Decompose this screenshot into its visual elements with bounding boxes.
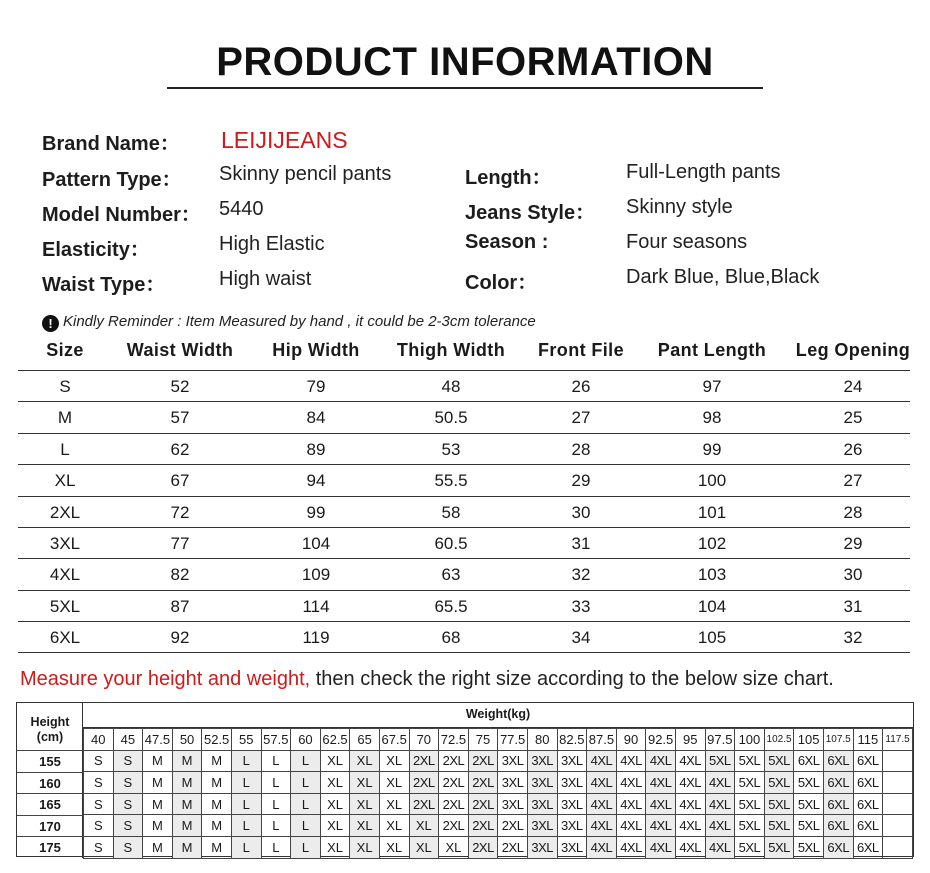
title-underline: [167, 87, 763, 89]
size-cell: 3XL: [527, 815, 557, 837]
size-cell: M: [202, 772, 232, 794]
cell-size: 6XL: [49, 628, 81, 648]
cell-leg-opening: 31: [843, 596, 863, 616]
cell-size: 2XL: [49, 502, 81, 522]
size-cell: 2XL: [498, 836, 528, 858]
size-cell: 2XL: [498, 815, 528, 837]
measurement-row: [18, 496, 910, 527]
size-cell: 6XL: [823, 815, 853, 837]
size-cell: XL: [350, 750, 380, 772]
cell-pant-length: 100: [697, 471, 727, 491]
size-cell: 4XL: [675, 793, 705, 815]
season-value: Four seasons: [626, 231, 748, 253]
size-cell: 4XL: [587, 793, 617, 815]
measurement-row: [18, 401, 910, 432]
size-cell: 3XL: [557, 750, 587, 772]
size-cell: XL: [320, 772, 350, 794]
cell-thigh-width: 60.5: [434, 533, 468, 553]
cell-leg-opening: 25: [843, 408, 863, 428]
cell-size: S: [59, 377, 71, 396]
size-cell: 3XL: [498, 793, 528, 815]
size-cell: 3XL: [498, 772, 528, 794]
height-header: [17, 703, 83, 858]
size-cell: L: [231, 836, 261, 858]
elasticity-label: Elasticity：: [42, 239, 150, 261]
measurement-row: [18, 558, 910, 589]
height-column: [17, 750, 83, 858]
size-cell: 4XL: [705, 815, 735, 837]
size-cell: 2XL: [409, 793, 439, 815]
size-cell: 3XL: [527, 772, 557, 794]
cell-leg-opening: 29: [843, 533, 863, 553]
size-cell: [883, 815, 913, 837]
weight-cell: 57.5: [261, 729, 291, 751]
cell-waist-width: 77: [170, 533, 190, 553]
header-front-file: Front File: [538, 340, 624, 360]
size-cell: M: [143, 793, 173, 815]
size-row: [84, 750, 913, 772]
size-cell: 6XL: [823, 750, 853, 772]
size-cell: M: [202, 750, 232, 772]
size-cell: 2XL: [439, 793, 469, 815]
size-cell: M: [172, 750, 202, 772]
page-title: PRODUCT INFORMATION: [216, 40, 714, 84]
size-cell: M: [172, 815, 202, 837]
size-cell: 4XL: [646, 750, 676, 772]
size-cell: L: [261, 815, 291, 837]
size-cell: 3XL: [557, 793, 587, 815]
weight-cell: 60: [291, 729, 321, 751]
header-leg-opening: Leg Opening: [795, 340, 911, 360]
cell-front-file: 29: [571, 471, 591, 491]
model-number-label: Model Number：: [42, 204, 201, 226]
waist-type-value: High waist: [219, 268, 312, 290]
cell-pant-length: 105: [697, 628, 727, 648]
size-cell: 4XL: [675, 836, 705, 858]
cell-leg-opening: 28: [843, 502, 863, 522]
size-cell: 4XL: [616, 815, 646, 837]
size-cell: S: [113, 815, 143, 837]
model-number-value: 5440: [219, 198, 264, 220]
size-cell: 2XL: [409, 750, 439, 772]
size-cell: 2XL: [439, 750, 469, 772]
size-cell: 2XL: [468, 793, 498, 815]
cell-thigh-width: 55.5: [434, 471, 468, 491]
size-cell: 6XL: [853, 750, 883, 772]
size-cell: [883, 836, 913, 858]
size-cell: S: [84, 750, 114, 772]
elasticity-value: High Elastic: [219, 233, 325, 255]
size-cell: 6XL: [794, 750, 824, 772]
weight-cell: 40: [84, 729, 114, 751]
cell-thigh-width: 53: [441, 439, 461, 459]
height-header-unit: (cm): [36, 730, 64, 744]
header-hip-width: Hip Width: [272, 340, 360, 360]
size-cell: XL: [379, 793, 409, 815]
size-cell: 4XL: [646, 772, 676, 794]
size-cell: XL: [409, 815, 439, 837]
size-cell: M: [172, 772, 202, 794]
exclamation-icon: !: [42, 315, 59, 332]
size-cell: L: [291, 750, 321, 772]
size-cell: 4XL: [587, 772, 617, 794]
cell-thigh-width: 68: [441, 628, 461, 648]
size-cell: XL: [379, 772, 409, 794]
cell-waist-width: 67: [170, 471, 190, 491]
size-cell: XL: [379, 815, 409, 837]
height-cell: 160: [17, 772, 83, 794]
size-cell: 5XL: [735, 836, 765, 858]
jeans-style-label: Jeans Style：: [465, 202, 596, 224]
height-cell: 170: [17, 815, 83, 837]
cell-hip-width: 89: [306, 439, 326, 459]
size-cell: L: [261, 836, 291, 858]
measure-note: [20, 668, 834, 691]
size-cell: L: [291, 815, 321, 837]
size-cell: L: [261, 750, 291, 772]
size-cell: 5XL: [735, 750, 765, 772]
size-cell: XL: [379, 750, 409, 772]
size-cell: XL: [350, 772, 380, 794]
size-cell: L: [231, 793, 261, 815]
header-waist-width: Waist Width: [126, 340, 234, 360]
cell-hip-width: 109: [301, 565, 331, 585]
cell-size: 4XL: [49, 565, 81, 585]
size-cell: S: [113, 772, 143, 794]
size-cell: S: [113, 750, 143, 772]
weight-cell: 102.5: [764, 729, 794, 751]
size-cell: 4XL: [705, 772, 735, 794]
header-size: Size: [46, 340, 84, 360]
size-cell: 5XL: [764, 793, 794, 815]
reminder-text: Item Measured by hand , it could be 2-3cm tolerance: [185, 313, 536, 330]
weight-cell: 62.5: [320, 729, 350, 751]
size-cell: L: [231, 815, 261, 837]
size-cell: S: [84, 793, 114, 815]
cell-pant-length: 101: [697, 502, 727, 522]
size-cell: 4XL: [705, 793, 735, 815]
measurement-row: [18, 433, 910, 464]
size-grid: [83, 728, 913, 859]
cell-front-file: 34: [571, 628, 591, 648]
size-cell: 2XL: [439, 815, 469, 837]
size-cell: 4XL: [587, 815, 617, 837]
measurement-row: [18, 464, 910, 495]
cell-waist-width: 52: [170, 377, 190, 396]
size-cell: M: [172, 793, 202, 815]
measurement-row: [18, 527, 910, 558]
height-header-label: Height: [30, 715, 70, 729]
size-cell: XL: [439, 836, 469, 858]
measurement-row: [18, 590, 910, 621]
weight-cell: 77.5: [498, 729, 528, 751]
size-cell: 4XL: [616, 772, 646, 794]
size-cell: L: [291, 772, 321, 794]
size-cell: 5XL: [794, 772, 824, 794]
measurement-header-row: [18, 340, 910, 370]
size-cell: M: [143, 815, 173, 837]
size-cell: 2XL: [409, 772, 439, 794]
size-row: [84, 815, 913, 837]
size-cell: XL: [320, 750, 350, 772]
measurement-row: [18, 621, 910, 652]
height-cell: 155: [17, 750, 83, 772]
color-label: Color：: [465, 272, 538, 294]
size-cell: L: [291, 793, 321, 815]
size-cell: 4XL: [587, 836, 617, 858]
weight-cell: 80: [527, 729, 557, 751]
color-value: Dark Blue, Blue,Black: [626, 266, 820, 288]
size-cell: 6XL: [853, 836, 883, 858]
size-chart: [16, 702, 914, 857]
size-cell: 4XL: [646, 815, 676, 837]
cell-front-file: 30: [571, 502, 591, 522]
cell-size: L: [60, 439, 70, 459]
weight-cell: 92.5: [646, 729, 676, 751]
measure-note-highlight: Measure your height and weight,: [20, 668, 311, 690]
cell-front-file: 32: [571, 565, 591, 585]
header-pant-length: Pant Length: [657, 340, 767, 360]
weight-cell: 105: [794, 729, 824, 751]
cell-waist-width: 57: [170, 408, 190, 428]
size-cell: M: [202, 815, 232, 837]
cell-front-file: 26: [571, 377, 591, 396]
size-cell: [883, 793, 913, 815]
cell-waist-width: 82: [170, 565, 190, 585]
size-cell: 4XL: [675, 815, 705, 837]
size-cell: S: [84, 772, 114, 794]
brand-name-value: LEIJIJEANS: [221, 127, 348, 153]
weight-cell: 90: [616, 729, 646, 751]
size-cell: 4XL: [646, 836, 676, 858]
size-cell: 2XL: [468, 836, 498, 858]
weight-cell: 95: [675, 729, 705, 751]
size-cell: 5XL: [794, 815, 824, 837]
weight-cell: 72.5: [439, 729, 469, 751]
size-row: [84, 793, 913, 815]
weight-cell: 82.5: [557, 729, 587, 751]
weight-cell: 47.5: [143, 729, 173, 751]
cell-pant-length: 98: [702, 408, 722, 428]
size-cell: 3XL: [527, 793, 557, 815]
size-cell: XL: [320, 836, 350, 858]
size-cell: M: [172, 836, 202, 858]
size-cell: 5XL: [794, 836, 824, 858]
length-label: Length：: [465, 167, 552, 189]
weight-cell: 50: [172, 729, 202, 751]
size-cell: 3XL: [557, 836, 587, 858]
cell-pant-length: 104: [697, 596, 727, 616]
size-cell: 5XL: [764, 836, 794, 858]
size-cell: 2XL: [439, 772, 469, 794]
size-cell: L: [231, 772, 261, 794]
size-cell: [883, 772, 913, 794]
size-cell: M: [202, 836, 232, 858]
measure-note-rest: then check the right size according to the below size chart.: [310, 668, 834, 690]
cell-thigh-width: 50.5: [434, 408, 468, 428]
size-cell: 6XL: [823, 793, 853, 815]
size-cell: 5XL: [735, 772, 765, 794]
size-cell: XL: [320, 815, 350, 837]
size-cell: 4XL: [646, 793, 676, 815]
size-row: [84, 772, 913, 794]
cell-pant-length: 97: [702, 377, 722, 396]
measurement-body: [18, 370, 910, 653]
size-cell: 3XL: [527, 750, 557, 772]
size-cell: S: [84, 815, 114, 837]
weight-cell: 115: [853, 729, 883, 751]
size-cell: M: [143, 772, 173, 794]
brand-name-label: Brand Name：: [42, 133, 180, 155]
cell-hip-width: 99: [306, 502, 326, 522]
size-cell: 6XL: [853, 815, 883, 837]
cell-hip-width: 84: [306, 408, 326, 428]
size-cell: 3XL: [527, 836, 557, 858]
size-cell: 5XL: [705, 750, 735, 772]
cell-leg-opening: 27: [843, 471, 863, 491]
size-cell: XL: [350, 815, 380, 837]
cell-thigh-width: 65.5: [434, 596, 468, 616]
waist-type-label: Waist Type：: [42, 274, 166, 296]
height-cell: 175: [17, 836, 83, 858]
weight-cell: 117.5: [883, 729, 913, 751]
cell-leg-opening: 26: [843, 439, 863, 459]
cell-front-file: 27: [571, 408, 591, 428]
size-cell: 6XL: [823, 772, 853, 794]
cell-front-file: 33: [571, 596, 591, 616]
weight-cell: 100: [735, 729, 765, 751]
cell-waist-width: 72: [170, 502, 190, 522]
size-cell: 4XL: [616, 750, 646, 772]
size-cell: 4XL: [616, 836, 646, 858]
size-cell: 6XL: [823, 836, 853, 858]
size-cell: 5XL: [764, 772, 794, 794]
size-row: [84, 836, 913, 858]
size-cell: 3XL: [498, 750, 528, 772]
weight-cell: 70: [409, 729, 439, 751]
size-cell: 6XL: [853, 772, 883, 794]
cell-thigh-width: 58: [441, 502, 461, 522]
weight-cell: 45: [113, 729, 143, 751]
measurement-table: [18, 340, 910, 653]
weight-cell: 75: [468, 729, 498, 751]
size-cell: XL: [350, 836, 380, 858]
size-cell: M: [143, 750, 173, 772]
header-thigh-width: Thigh Width: [396, 340, 506, 360]
cell-hip-width: 94: [306, 471, 326, 491]
pattern-type-value: Skinny pencil pants: [219, 163, 392, 185]
pattern-type-label: Pattern Type：: [42, 169, 182, 191]
cell-size: M: [57, 408, 73, 428]
size-cell: 2XL: [468, 750, 498, 772]
cell-size: XL: [54, 471, 76, 491]
size-cell: 2XL: [468, 815, 498, 837]
size-cell: 5XL: [764, 750, 794, 772]
weight-header: Weight(kg): [83, 703, 913, 728]
jeans-style-value: Skinny style: [626, 196, 733, 218]
cell-pant-length: 102: [697, 533, 727, 553]
size-cell: 5XL: [794, 793, 824, 815]
cell-waist-width: 62: [170, 439, 190, 459]
cell-front-file: 31: [571, 533, 591, 553]
reminder-prefix: Kindly Reminder :: [63, 313, 186, 330]
cell-leg-opening: 30: [843, 565, 863, 585]
size-cell: S: [113, 793, 143, 815]
cell-thigh-width: 48: [441, 377, 461, 396]
cell-hip-width: 119: [302, 628, 330, 648]
weight-cell: 55: [231, 729, 261, 751]
size-cell: L: [291, 836, 321, 858]
size-cell: M: [202, 793, 232, 815]
cell-front-file: 28: [571, 439, 591, 459]
weight-cell: 87.5: [587, 729, 617, 751]
size-cell: 4XL: [587, 750, 617, 772]
cell-leg-opening: 24: [843, 377, 863, 396]
weight-cell: 67.5: [379, 729, 409, 751]
size-cell: L: [231, 750, 261, 772]
weight-row: [84, 729, 913, 751]
weight-cell: 107.5: [823, 729, 853, 751]
size-cell: 6XL: [853, 793, 883, 815]
size-cell: 4XL: [675, 750, 705, 772]
kindly-reminder: [42, 313, 536, 332]
size-cell: 5XL: [735, 815, 765, 837]
cell-leg-opening: 32: [843, 628, 863, 648]
size-cell: 2XL: [468, 772, 498, 794]
size-cell: 4XL: [705, 836, 735, 858]
size-cell: 3XL: [557, 815, 587, 837]
size-cell: 5XL: [764, 815, 794, 837]
length-value: Full-Length pants: [626, 161, 781, 183]
size-cell: XL: [350, 793, 380, 815]
size-cell: L: [261, 772, 291, 794]
weight-cell: 65: [350, 729, 380, 751]
size-cell: XL: [379, 836, 409, 858]
cell-thigh-width: 63: [441, 565, 461, 585]
cell-size: 5XL: [49, 596, 81, 616]
cell-pant-length: 99: [702, 439, 722, 459]
cell-hip-width: 79: [306, 377, 326, 396]
cell-pant-length: 103: [697, 565, 727, 585]
size-cell: L: [261, 793, 291, 815]
season-label: Season :: [465, 231, 549, 253]
size-cell: 4XL: [616, 793, 646, 815]
size-cell: S: [84, 836, 114, 858]
size-cell: M: [143, 836, 173, 858]
cell-hip-width: 104: [301, 533, 331, 553]
size-cell: XL: [320, 793, 350, 815]
weight-cell: 52.5: [202, 729, 232, 751]
height-cell: 165: [17, 793, 83, 815]
cell-waist-width: 87: [170, 596, 190, 616]
size-cell: 5XL: [735, 793, 765, 815]
cell-size: 3XL: [49, 533, 81, 553]
size-cell: 3XL: [557, 772, 587, 794]
size-cell: [883, 750, 913, 772]
cell-hip-width: 114: [302, 596, 330, 616]
size-cell: 4XL: [675, 772, 705, 794]
size-cell: S: [113, 836, 143, 858]
measurement-row: [18, 370, 910, 401]
weight-cell: 97.5: [705, 729, 735, 751]
size-cell: XL: [409, 836, 439, 858]
cell-waist-width: 92: [170, 628, 190, 648]
